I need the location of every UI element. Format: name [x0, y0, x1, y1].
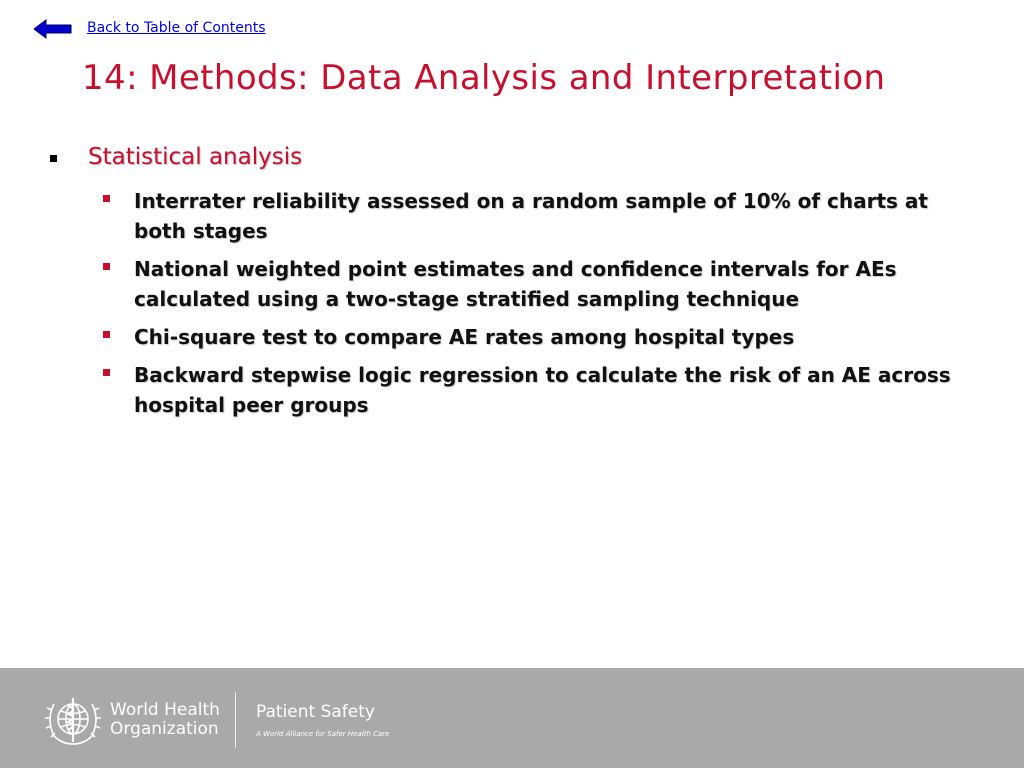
left-arrow-icon[interactable]	[34, 19, 72, 39]
sub-bullet-item	[0, 186, 1024, 246]
back-to-contents-link[interactable]: Back to Table of Contents	[87, 20, 266, 36]
sub-bullet-text: Interrater reliability assessed on a random sample of 10% of charts at both stages	[134, 189, 928, 243]
who-wordmark	[110, 701, 220, 739]
bullet-heading: Statistical analysis	[88, 144, 303, 170]
bullet-marker	[50, 155, 57, 162]
sub-bullet-text: Backward stepwise logic regression to calculate the risk of an AE across hospital peer groups	[134, 363, 951, 417]
sub-bullet-text: National weighted point estimates and confidence intervals for AEs calculated using a two-stage stratified sampling technique	[134, 257, 897, 311]
footer-divider	[235, 692, 236, 748]
sub-bullet-item	[0, 254, 1024, 314]
sub-bullet-marker	[103, 369, 110, 376]
patient-safety-title: Patient Safety	[256, 702, 375, 722]
sub-bullet-item	[0, 360, 1024, 420]
slide-title: 14: Methods: Data Analysis and Interpretation	[82, 58, 886, 98]
sub-bullet-marker	[103, 263, 110, 270]
footer-bar	[0, 668, 1024, 768]
sub-bullet-item	[0, 322, 1024, 352]
who-name-line2: Organization	[110, 719, 219, 739]
sub-bullet-text: Chi-square test to compare AE rates among hospital types	[134, 325, 795, 349]
sub-bullet-list	[0, 186, 1024, 428]
sub-bullet-marker	[103, 331, 110, 338]
who-emblem-icon	[42, 692, 104, 748]
sub-bullet-marker	[103, 195, 110, 202]
patient-safety-tagline: A World Alliance for Safer Health Care	[256, 730, 390, 738]
who-name-line1: World Health	[110, 700, 220, 720]
